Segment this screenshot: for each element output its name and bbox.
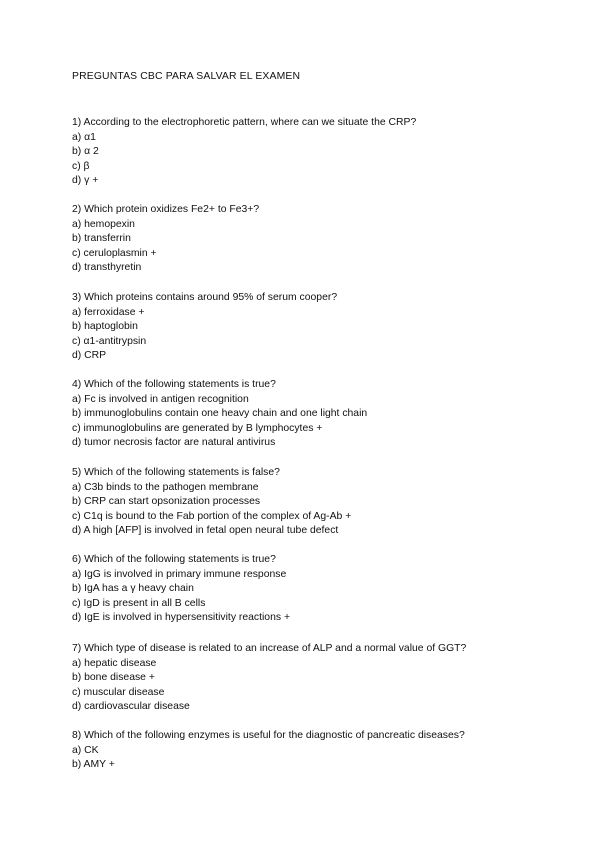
question-3 — [72, 291, 572, 364]
answer-option: a) hemopexin — [72, 218, 135, 230]
question-text: 5) Which of the following statements is false? — [72, 467, 280, 478]
answer-option: d) transthyretin — [72, 262, 142, 273]
answer-option: a) IgG is involved in primary immune response — [72, 568, 287, 580]
question-text: 6) Which of the following statements is true? — [72, 554, 276, 565]
answer-option: c) β — [72, 160, 90, 172]
answer-option: c) IgD is present in all B cells — [72, 597, 206, 609]
answer-option: b) transferrin — [72, 233, 131, 244]
answer-option: b) CRP can start opsonization processes — [72, 496, 261, 507]
question-text: 3) Which proteins contains around 95% of serum cooper? — [72, 292, 338, 303]
answer-option: a) Fc is involved in antigen recognition — [72, 393, 249, 405]
answer-option: a) ferroxidase + — [72, 306, 145, 318]
answer-option: a) CK — [72, 744, 99, 756]
answer-option: b) haptoglobin — [72, 321, 138, 332]
question-2 — [72, 203, 572, 276]
answer-option: b) α 2 — [72, 146, 99, 157]
question-1 — [72, 116, 572, 189]
answer-option: a) α1 — [72, 131, 96, 143]
answer-option: c) C1q is bound to the Fab portion of the complex of Ag-Ab + — [72, 510, 352, 522]
answer-option: b) bone disease + — [72, 672, 155, 683]
question-6 — [72, 553, 572, 626]
question-text: 4) Which of the following statements is true? — [72, 379, 276, 390]
answer-option: d) IgE is involved in hypersensitivity reactions + — [72, 612, 291, 623]
answer-option: c) immunoglobulins are generated by B lymphocytes + — [72, 422, 323, 434]
answer-option: c) α1-antitrypsin — [72, 335, 147, 347]
question-8 — [72, 729, 572, 773]
answer-option: d) A high [AFP] is involved in fetal open neural tube defect — [72, 525, 339, 536]
answer-option: b) AMY + — [72, 759, 115, 770]
question-text: 1) According to the electrophoretic pattern, where can we situate the CRP? — [72, 117, 417, 128]
question-text: 2) Which protein oxidizes Fe2+ to Fe3+? — [72, 204, 260, 215]
question-5 — [72, 466, 572, 539]
answer-option: d) tumor necrosis factor are natural antivirus — [72, 437, 276, 448]
question-text: 8) Which of the following enzymes is useful for the diagnostic of pancreatic diseases? — [72, 730, 465, 741]
answer-option: b) IgA has a γ heavy chain — [72, 583, 194, 594]
answer-option: a) hepatic disease — [72, 657, 157, 669]
document-title: PREGUNTAS CBC PARA SALVAR EL EXAMEN — [72, 71, 301, 82]
question-4 — [72, 378, 572, 451]
answer-option: b) immunoglobulins contain one heavy chain and one light chain — [72, 408, 368, 419]
question-7 — [72, 642, 572, 715]
answer-option: c) ceruloplasmin + — [72, 247, 157, 259]
answer-option: a) C3b binds to the pathogen membrane — [72, 481, 259, 493]
answer-option: d) γ + — [72, 175, 99, 186]
answer-option: c) muscular disease — [72, 686, 165, 698]
answer-option: d) CRP — [72, 350, 107, 361]
answer-option: d) cardiovascular disease — [72, 701, 190, 712]
question-text: 7) Which type of disease is related to an increase of ALP and a normal value of GGT? — [72, 643, 467, 654]
